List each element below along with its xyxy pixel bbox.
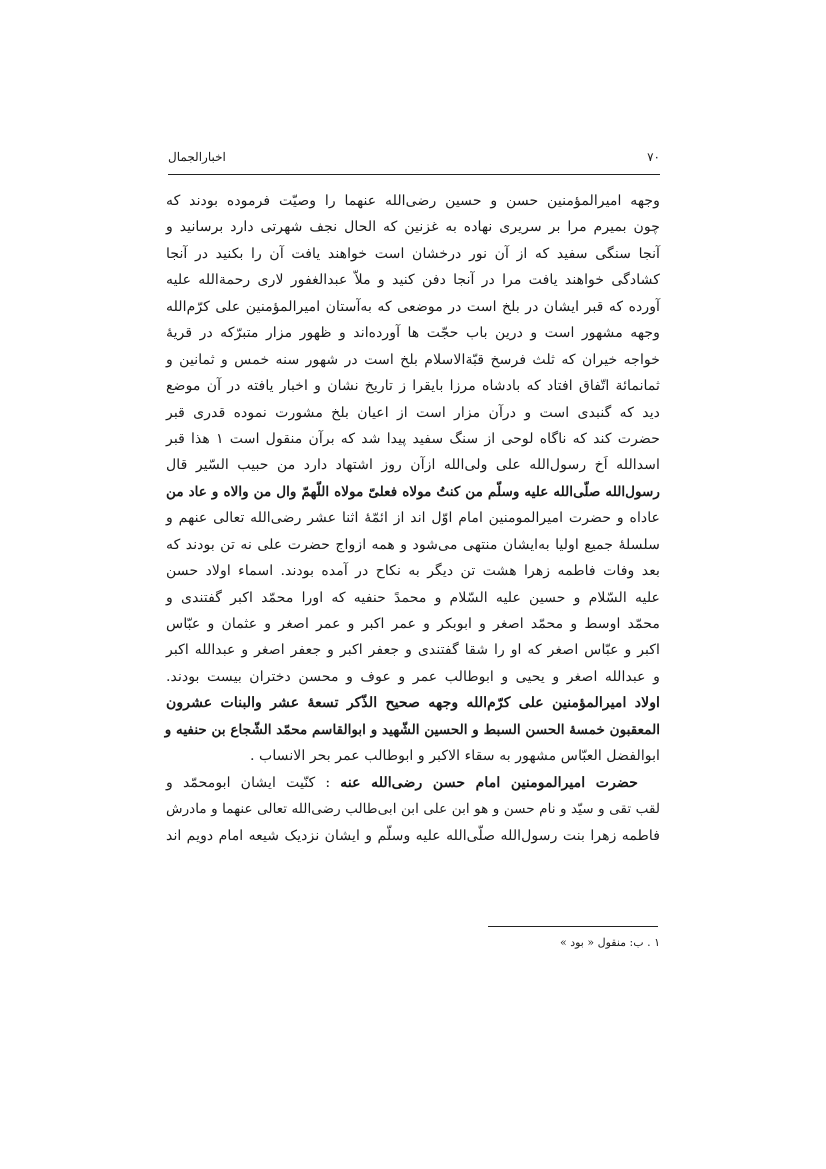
text-line: علیه السّلام و حسین علیه السّلام و محمدً حنفیه که اورا محمّد اکبر گفتندی و	[166, 589, 660, 606]
text-line: فاطمه زهرا بنت رسول‌الله صلّی‌الله علیه وسلّم و ایشان نزدیک شیعه امام دویم اند	[166, 827, 660, 844]
footnote: ۱ . ب: منقول « بود »	[559, 936, 660, 949]
text-line: اسدالله اَخ رسول‌الله علی ولی‌الله ازآن روز اشتهاد دارد من حبیب السّیر قال	[166, 457, 660, 474]
hadith-line: رسول‌الله صلّی‌الله علیه وسلّم من کنتُ مولاه فعلیّ مولاه اللّهمّ وال من والاه و عاد من	[166, 483, 660, 500]
arabic-quote-line: اولاد امیرالمؤمنین علی کرّم‌الله وجهه صحیح الذّکر تسعهٔ عشر والبنات عشرون	[166, 695, 660, 712]
text-line: چون بمیرم مرا بر سریری نهاده به غزنین که الحال نجف شهرتی دارد برسانید و	[166, 219, 660, 236]
text-line: عاداه و حضرت امیرالمومنین امام اوّل اند از ائمّهٔ اثنا عشر رضی‌الله تعالی عنهم و	[166, 510, 660, 527]
text-line: کشادگی خواهند یافت مرا در آنجا دفن کنید و ملاّ عبدالغفور لاری رحمةالله علیه	[166, 272, 660, 289]
section-heading: حضرت امیرالمومنین امام حسن رضی‌الله عنه	[340, 774, 638, 791]
footnote-rule	[488, 926, 658, 927]
section-heading-rest: : کنّیت ایشان ابومحمّد و	[166, 774, 341, 791]
text-line: وجهه مشهور است و درین باب حجّت ها آورده‌اند و ظهور مزار متبرّکه در قریهٔ	[166, 325, 660, 342]
text-line: آورده که قبر ایشان در بلخ است در موضعی که به‌آستان امیرالمؤمنین علی کرّم‌الله	[166, 298, 660, 315]
text-line: محمّد اوسط و محمّد اصغر و ابوبکر و عمر اکبر و عمر اصغر و عثمان و عبّاس	[166, 616, 660, 632]
text-line: ابوالفضل العبّاس مشهور به سقاء الاکبر و ابوطالب عمر بحر الانساب .	[249, 748, 660, 765]
text-line: دید که گنبدی است و درآن مزار است از اعیان بلخ مشورت نموده قدری قبر	[166, 404, 660, 421]
text-line: لقب تقی و سیّد و نام حسن و هو ابن علی ابن ابی‌طالب رضی‌الله تعالی عنهما و مادرش	[166, 801, 660, 818]
text-line: و عبدالله اصغر و یحیی و ابوطالب عمر و عوف و محسن دختران بیست بودند.	[166, 668, 660, 685]
running-header	[168, 150, 660, 172]
text-line: خواجه خیران که ثلث فرسخ قبّةالاسلام بلخ است در شهور سنه خمس و ثمانین و	[166, 351, 660, 368]
text-line: اکبر و عبّاس اصغر که او را شقا گفتندی و جعفر اکبر و جعفر اصغر و عبدالله اکبر	[166, 642, 660, 659]
text-line: وجهه امیرالمؤمنین حسن و حسین رضی‌الله عنهما را وصیّت فرموده بودند که	[166, 193, 660, 209]
section-heading-line	[166, 770, 660, 796]
main-text	[166, 188, 660, 849]
text-line: بعد وفات فاطمه زهرا هشت تن دیگر به نکاح در آمده بودند. اسماء اولاد حسن	[166, 563, 660, 580]
text-line: سلسلهٔ جمیع اولیا به‌ایشان منتهی می‌شود و همه ازواج حضرت علی نه تن بودند که	[166, 536, 660, 553]
text-line: حضرت کند که ناگاه لوحی از سنگ سفید پیدا شد که برآن منقول است ۱ هذا قبر	[166, 430, 660, 447]
arabic-quote-line: المعقبون خمسهٔ الحسن السبط و الحسین الشّهید و ابوالقاسم محمّد الشّجاع بن حنفیه و	[164, 721, 660, 738]
header-rule	[168, 174, 660, 175]
page-number: ۷۰	[647, 150, 660, 164]
text-line: ثمانمائة اتّفاق افتاد که بادشاه مرزا بایقرا ز تاریخ نشان و اخبار یافته در آن موضع	[166, 378, 660, 395]
text-line: آنجا سنگی سفید که از آن نور درخشان است خواهند یافت آن را بکنید در آنجا	[166, 245, 660, 262]
running-title: اخبارالجمال	[168, 150, 226, 164]
